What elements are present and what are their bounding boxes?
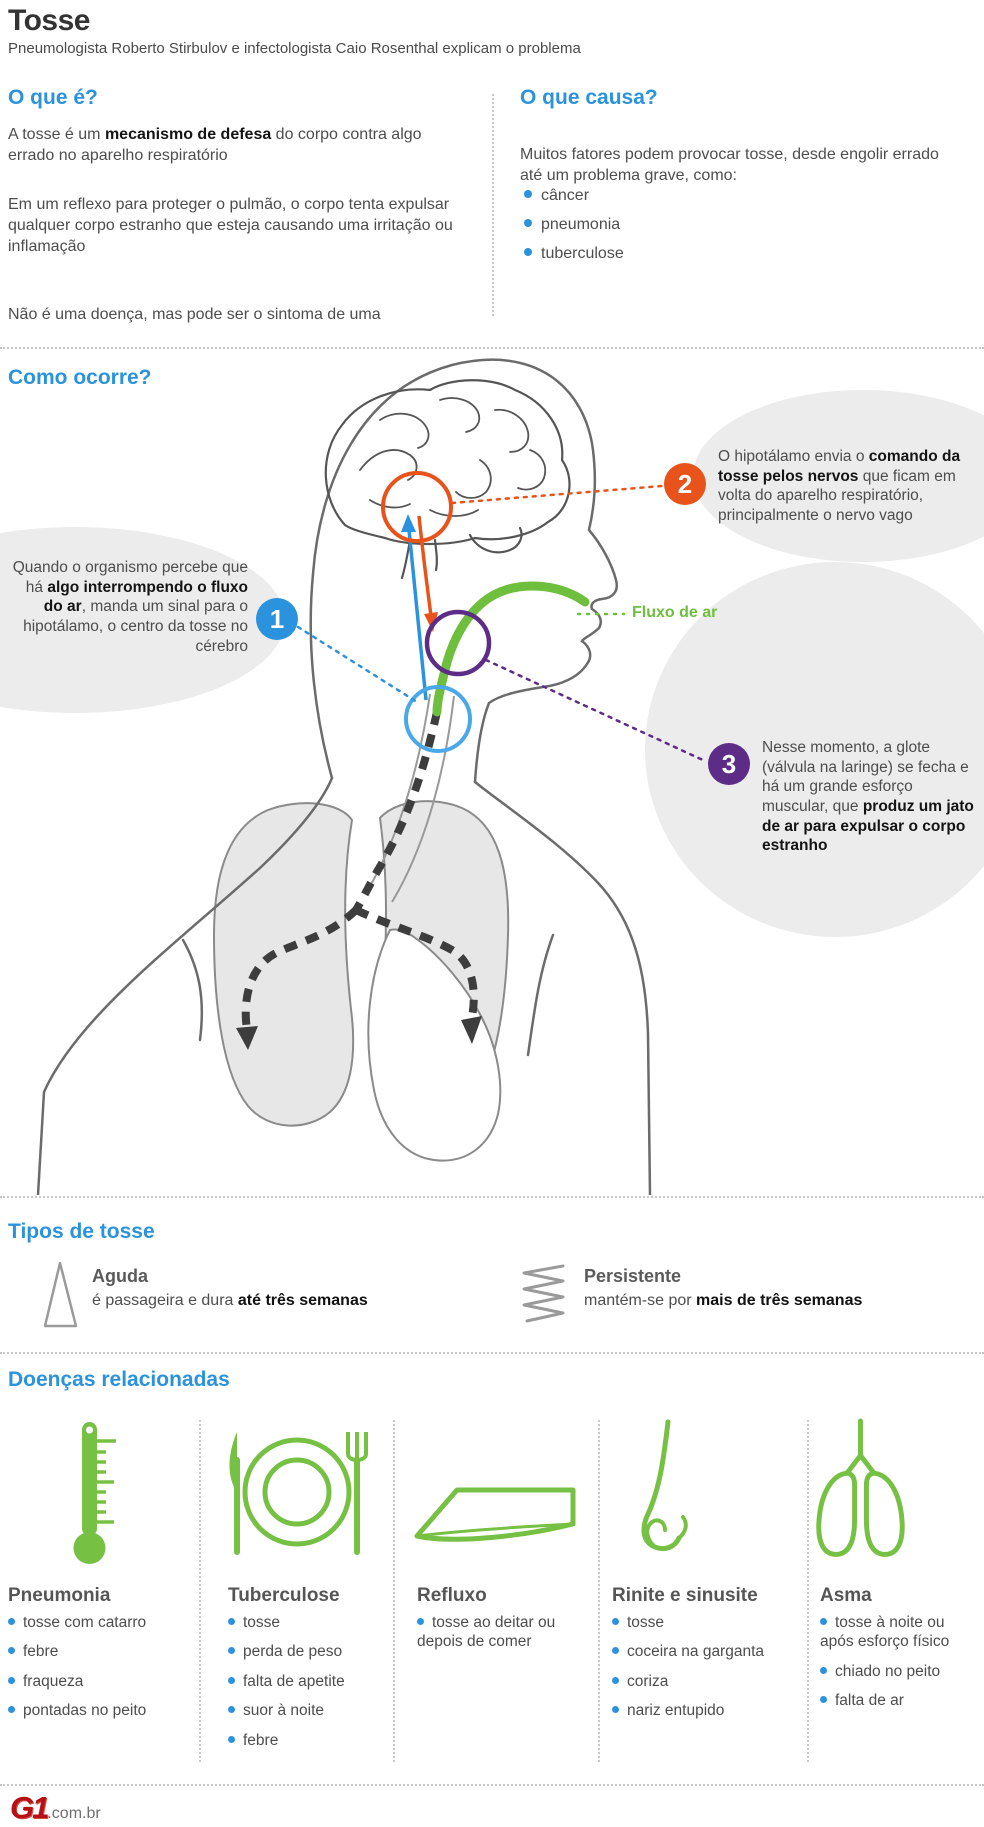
symptom-list [8, 1613, 193, 1731]
footer-divider [0, 1784, 984, 1786]
list-item: coceira na garganta [612, 1642, 802, 1661]
airflow-dashed-path [246, 712, 474, 1030]
list-item: pontadas no peito [8, 1701, 193, 1720]
step2-badge: 2 [664, 463, 706, 505]
bullet-icon [820, 1696, 827, 1703]
step1-text: Quando o organismo percebe que há algo interrompendo o fluxo do ar, manda um sinal para o hipotálamo, o centro da tosse no cérebro [12, 559, 248, 655]
section-heading-causes: O que causa? [520, 86, 658, 109]
list-item: tosse à noite ou após esforço físico [820, 1614, 950, 1651]
list-item: suor à noite [228, 1701, 388, 1720]
section-heading-what-is: O que é? [8, 86, 98, 109]
step3-badge: 3 [708, 743, 750, 785]
type-name-acute: Aguda [92, 1266, 148, 1286]
trachea-circle [406, 687, 470, 751]
list-item: fraqueza [8, 1672, 193, 1691]
bullet-icon [8, 1706, 15, 1713]
step1-badge: 1 [256, 598, 298, 640]
column-divider [199, 1420, 201, 1762]
step3-text: Nesse momento, a glote (válvula na laringe) se fecha e há um grande esforço muscular, que produz um jato de ar para expulsar o corpo estranho [762, 739, 974, 855]
disease-name: Refluxo [417, 1585, 487, 1606]
text-segment: A tosse é um [8, 126, 105, 143]
disease-name: Pneumonia [8, 1585, 111, 1606]
type-name-persistent: Persistente [584, 1266, 682, 1286]
list-item: câncer [524, 186, 944, 206]
list-item: febre [228, 1731, 388, 1750]
bullet-icon [8, 1618, 15, 1625]
disease-name: Tuberculose [228, 1585, 340, 1606]
bullet-icon [612, 1706, 619, 1713]
brain-shape [326, 380, 570, 578]
list-item: nariz entupido [612, 1701, 802, 1720]
bullet-icon [228, 1736, 235, 1743]
list-item: perda de peso [228, 1642, 388, 1661]
disease-name: Rinite e sinusite [612, 1585, 758, 1606]
bullet-icon [524, 248, 532, 256]
causes-intro: Muitos fatores podem provocar tosse, desde engolir errado até um problema grave, como: [520, 146, 939, 185]
list-item: tosse ao deitar ou depois de comer [417, 1614, 556, 1651]
bullet-icon [524, 190, 532, 198]
type-desc-acute: é passageira e dura até três semanas [92, 1292, 368, 1309]
step2-text: O hipotálamo envia o comando da tosse pelos nervos que ficam em volta do aparelho respiratório, principalmente o nervo vago [718, 448, 961, 525]
list-item: pneumonia [524, 215, 944, 235]
text-segment-bold: mecanismo de defesa [104, 126, 272, 143]
list-item: tosse [228, 1613, 388, 1632]
bullet-icon [228, 1647, 235, 1654]
nose-icon [612, 1416, 700, 1566]
body-outline [38, 360, 650, 1195]
air-flow-line [437, 586, 585, 712]
section-heading-types: Tipos de tosse [8, 1220, 155, 1243]
disease-name: Asma [820, 1585, 872, 1606]
bullet-icon [228, 1618, 235, 1625]
list-item: falta de apetite [228, 1672, 388, 1691]
what-is-paragraph-1 [8, 124, 456, 166]
page-subtitle: Pneumologista Roberto Stirbulov e infectologista Caio Rosenthal explicam o problema [8, 40, 581, 57]
bullet-icon [228, 1706, 235, 1713]
triangle-icon [42, 1260, 80, 1330]
bullet-icon [417, 1618, 424, 1625]
trachea-outline [368, 694, 454, 902]
section-divider [0, 1352, 984, 1354]
coil-icon [516, 1260, 568, 1330]
column-divider [598, 1420, 600, 1762]
bullet-icon [612, 1677, 619, 1684]
column-divider [393, 1420, 395, 1762]
airflow-arrowhead-left [236, 1026, 258, 1050]
lungs-icon [808, 1416, 913, 1564]
symptom-list [417, 1613, 585, 1662]
column-divider [492, 94, 494, 316]
list-item: tosse com catarro [8, 1613, 193, 1632]
list-item: chiado no peito [820, 1662, 980, 1681]
thermometer-icon [48, 1416, 138, 1566]
bullet-icon [524, 219, 532, 227]
symptom-list [820, 1613, 980, 1721]
list-item: falta de ar [820, 1691, 980, 1710]
plate-cutlery-icon [215, 1420, 380, 1565]
hypothalamus-circle [383, 473, 451, 541]
bullet-icon [8, 1647, 15, 1654]
section-divider [0, 347, 984, 349]
step1-connector [298, 627, 417, 702]
what-is-paragraph-3: Não é uma doença, mas pode ser o sintoma de uma [8, 306, 381, 323]
list-item: coriza [612, 1672, 802, 1691]
symptom-list [612, 1613, 802, 1731]
section-heading-how: Como ocorre? [8, 366, 152, 389]
causes-list [524, 186, 944, 273]
footer [10, 1790, 101, 1826]
bullet-icon [8, 1677, 15, 1684]
bullet-icon [820, 1667, 827, 1674]
type-desc-persistent: mantém-se por mais de três semanas [584, 1292, 863, 1309]
footer-domain: .com.br [47, 1805, 101, 1822]
glottis-circle [427, 612, 489, 674]
page-title: Tosse [8, 4, 90, 37]
bullet-icon [612, 1618, 619, 1625]
bullet-icon [228, 1677, 235, 1684]
heart-shape [368, 929, 500, 1160]
signal-up-arrow [409, 530, 426, 700]
list-item: tosse [612, 1613, 802, 1632]
list-item: febre [8, 1642, 193, 1661]
bullet-icon [820, 1618, 827, 1625]
bullet-icon [612, 1647, 619, 1654]
text-segment: do corpo contra algo errado no aparelho respiratório [8, 126, 422, 165]
symptom-list [228, 1613, 388, 1760]
step2-connector [452, 486, 662, 503]
lungs-shape [214, 801, 508, 1125]
section-heading-diseases: Doenças relacionadas [8, 1368, 230, 1391]
section-divider [0, 1196, 984, 1198]
list-item: tuberculose [524, 244, 944, 264]
pillow-icon [405, 1478, 585, 1558]
airflow-arrowhead-right [461, 1016, 482, 1044]
air-flow-label: Fluxo de ar [632, 604, 718, 621]
signal-down-arrow [419, 516, 431, 616]
what-is-paragraph-2: Em um reflexo para proteger o pulmão, o corpo tenta expulsar qualquer corpo estranho que esteja causando uma irritação ou inflamação [8, 196, 453, 256]
g1-logo: G1 [10, 1790, 48, 1825]
